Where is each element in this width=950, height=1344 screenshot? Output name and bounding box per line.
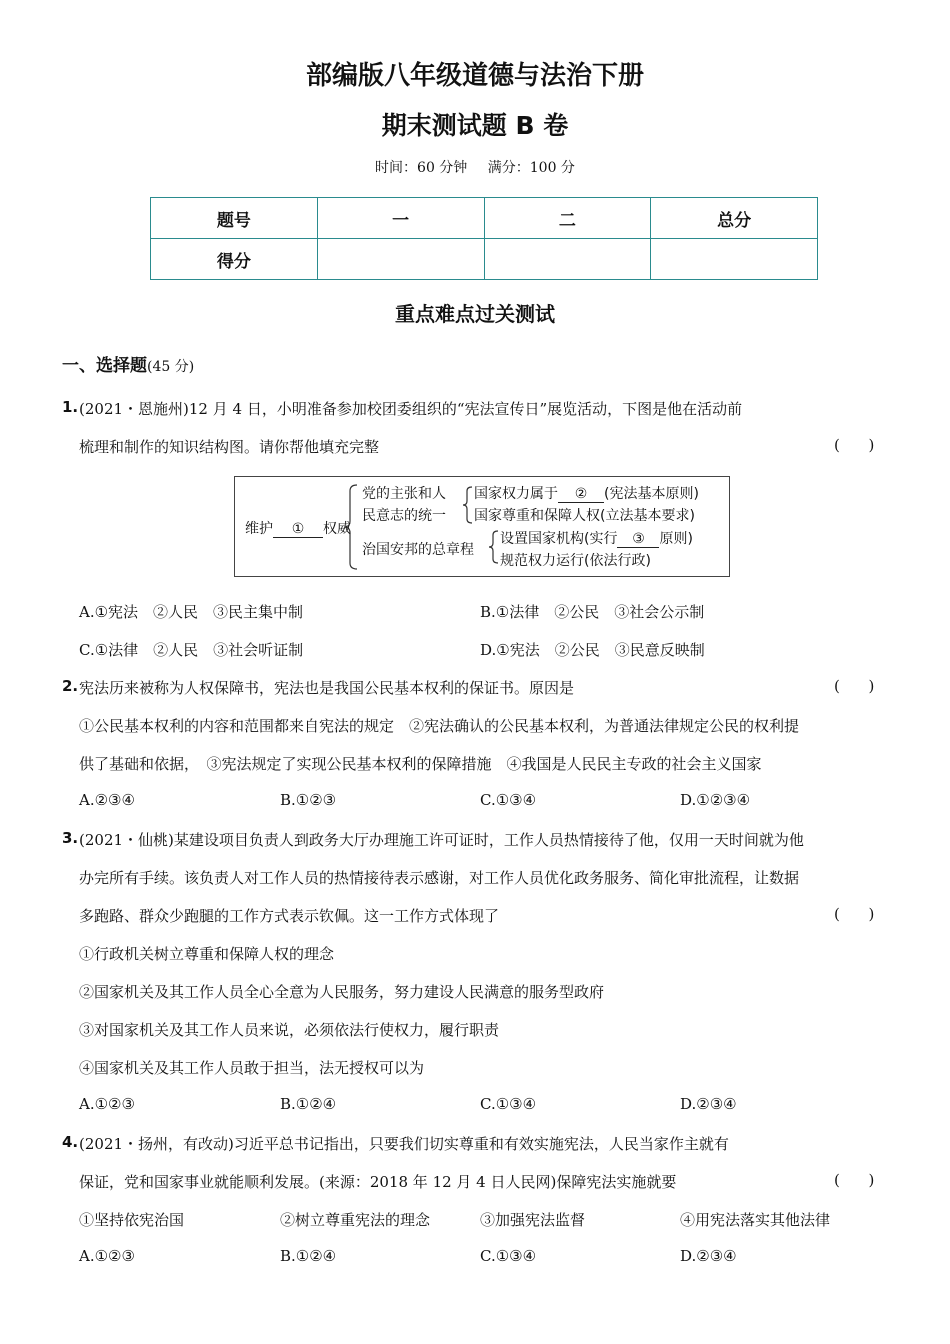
answer-bracket[interactable]: ( ) xyxy=(834,1171,875,1189)
score-cell: 题号 xyxy=(151,198,318,239)
score-cell: 二 xyxy=(484,198,651,239)
option-d[interactable]: D.②③④ xyxy=(680,1247,737,1265)
statement-item: ③加强宪法监督 xyxy=(480,1211,586,1229)
option-d[interactable]: D.②③④ xyxy=(680,1095,737,1113)
diagram-blank-3: ③ xyxy=(617,531,659,548)
statement-item: ①坚持依宪治国 xyxy=(79,1211,185,1229)
diagram-node-1a: 党的主张和人 xyxy=(362,486,446,502)
exam-time: 时间：60 分钟 xyxy=(375,160,468,176)
option-a[interactable]: A.①②③ xyxy=(79,1095,135,1113)
diagram-leaf-1-suffix: (宪法基本原则) xyxy=(604,486,699,502)
option-d[interactable]: D.①②③④ xyxy=(680,791,751,809)
question-number: 4. xyxy=(62,1133,79,1151)
part-title-label: 一、选择题 xyxy=(62,356,147,376)
part-title xyxy=(62,351,194,376)
question-number: 3. xyxy=(62,829,79,847)
section-title: 重点难点过关测试 xyxy=(395,302,555,326)
diagram-leaf-1 xyxy=(474,483,699,503)
diagram-leaf-4: 规范权力运行(依法行政) xyxy=(500,553,651,569)
statement-item: ②树立尊重宪法的理念 xyxy=(280,1211,431,1229)
answer-bracket[interactable]: ( ) xyxy=(834,436,875,454)
diagram-node-2: 治国安邦的总章程 xyxy=(362,542,474,558)
diagram-root-prefix: 维护 xyxy=(245,521,273,537)
question-text: 宪法历来被称为人权保障书，宪法也是我国公民基本权利的保证书。原因是 xyxy=(79,679,575,697)
option-c[interactable]: C.①法律 ②人民 ③社会听证制 xyxy=(79,641,304,659)
upper-brace xyxy=(463,487,472,523)
knowledge-structure-diagram xyxy=(234,476,730,577)
score-table-score-row xyxy=(151,239,818,280)
diagram-leaf-3-suffix: 原则) xyxy=(659,531,693,547)
part-title-points: (45 分) xyxy=(147,359,195,375)
question-text: 多跑路、群众少跑腿的工作方式表示钦佩。这一工作方式体现了 xyxy=(79,907,500,925)
statement-item: ①行政机关树立尊重和保障人权的理念 xyxy=(79,945,335,963)
diagram-leaf-1-prefix: 国家权力属于 xyxy=(474,486,558,502)
score-cell: 总分 xyxy=(651,198,818,239)
diagram-leaf-3 xyxy=(500,528,693,548)
option-c[interactable]: C.①③④ xyxy=(480,1247,537,1265)
score-table-header-row xyxy=(151,198,818,239)
diagram-leaf-3-prefix: 设置国家机构(实行 xyxy=(500,531,618,547)
lower-brace xyxy=(489,531,498,563)
question-text: (2021・扬州，有改动)习近平总书记指出，只要我们切实尊重和有效实施宪法，人民当家作主就有 xyxy=(79,1135,729,1153)
diagram-root-suffix: 权威 xyxy=(323,521,351,537)
option-b[interactable]: B.①②④ xyxy=(280,1247,337,1265)
exam-subtitle: 期末测试题 B 卷 xyxy=(381,111,569,140)
question-text: (2021・恩施州)12 月 4 日，小明准备参加校团委组织的“宪法宣传日”展览活动，下图是他在活动前 xyxy=(79,400,743,418)
score-cell: 一 xyxy=(317,198,484,239)
answer-bracket[interactable]: ( ) xyxy=(834,677,875,695)
question-text: 办完所有手续。该负责人对工作人员的热情接待表示感谢，对工作人员优化政务服务、简化审批流程，让数据 xyxy=(79,869,800,887)
question-number: 2. xyxy=(62,677,79,695)
score-cell: 得分 xyxy=(151,239,318,280)
statement-item: ④用宪法落实其他法律 xyxy=(680,1211,831,1229)
diagram-node-1b: 民意志的统一 xyxy=(362,508,446,524)
exam-title: 部编版八年级道德与法治下册 xyxy=(305,61,644,91)
diagram-blank-1: ① xyxy=(273,521,323,538)
option-d[interactable]: D.①宪法 ②公民 ③民意反映制 xyxy=(480,641,705,659)
exam-info xyxy=(0,157,950,177)
score-table xyxy=(150,197,818,280)
option-c[interactable]: C.①③④ xyxy=(480,1095,537,1113)
statement-item: ④国家机关及其工作人员敢于担当，法无授权可以为 xyxy=(79,1059,425,1077)
option-a[interactable]: A.①宪法 ②人民 ③民主集中制 xyxy=(79,603,304,621)
question-number: 1. xyxy=(62,398,79,416)
option-a[interactable]: A.②③④ xyxy=(79,791,135,809)
question-text: 供了基础和依据， ③宪法规定了实现公民基本权利的保障措施 ④我国是人民民主专政的社会主义国家 xyxy=(79,755,762,773)
statement-item: ③对国家机关及其工作人员来说，必须依法行使权力，履行职责 xyxy=(79,1021,500,1039)
question-text: 梳理和制作的知识结构图。请你帮他填充完整 xyxy=(79,438,380,456)
answer-bracket[interactable]: ( ) xyxy=(834,905,875,923)
diagram-leaf-2: 国家尊重和保障人权(立法基本要求) xyxy=(474,508,695,524)
statement-item: ②国家机关及其工作人员全心全意为人民服务，努力建设人民满意的服务型政府 xyxy=(79,983,605,1001)
question-text: 保证，党和国家事业就能顺利发展。(来源：2018 年 12 月 4 日人民网)保障宪法实施就要 xyxy=(79,1173,677,1191)
option-b[interactable]: B.①②④ xyxy=(280,1095,337,1113)
option-b[interactable]: B.①②③ xyxy=(280,791,337,809)
score-input-cell[interactable] xyxy=(651,239,818,280)
score-input-cell[interactable] xyxy=(484,239,651,280)
diagram-blank-2: ② xyxy=(558,486,604,503)
option-a[interactable]: A.①②③ xyxy=(79,1247,135,1265)
option-c[interactable]: C.①③④ xyxy=(480,791,537,809)
exam-full-score: 满分：100 分 xyxy=(487,160,575,176)
diagram-root xyxy=(245,518,351,538)
question-text: ①公民基本权利的内容和范围都来自宪法的规定 ②宪法确认的公民基本权利，为普通法律规定公民的权利提 xyxy=(79,717,800,735)
option-b[interactable]: B.①法律 ②公民 ③社会公示制 xyxy=(480,603,705,621)
question-text: (2021・仙桃)某建设项目负责人到政务大厅办理施工许可证时，工作人员热情接待了他，仅用一天时间就为他 xyxy=(79,831,804,849)
score-input-cell[interactable] xyxy=(317,239,484,280)
